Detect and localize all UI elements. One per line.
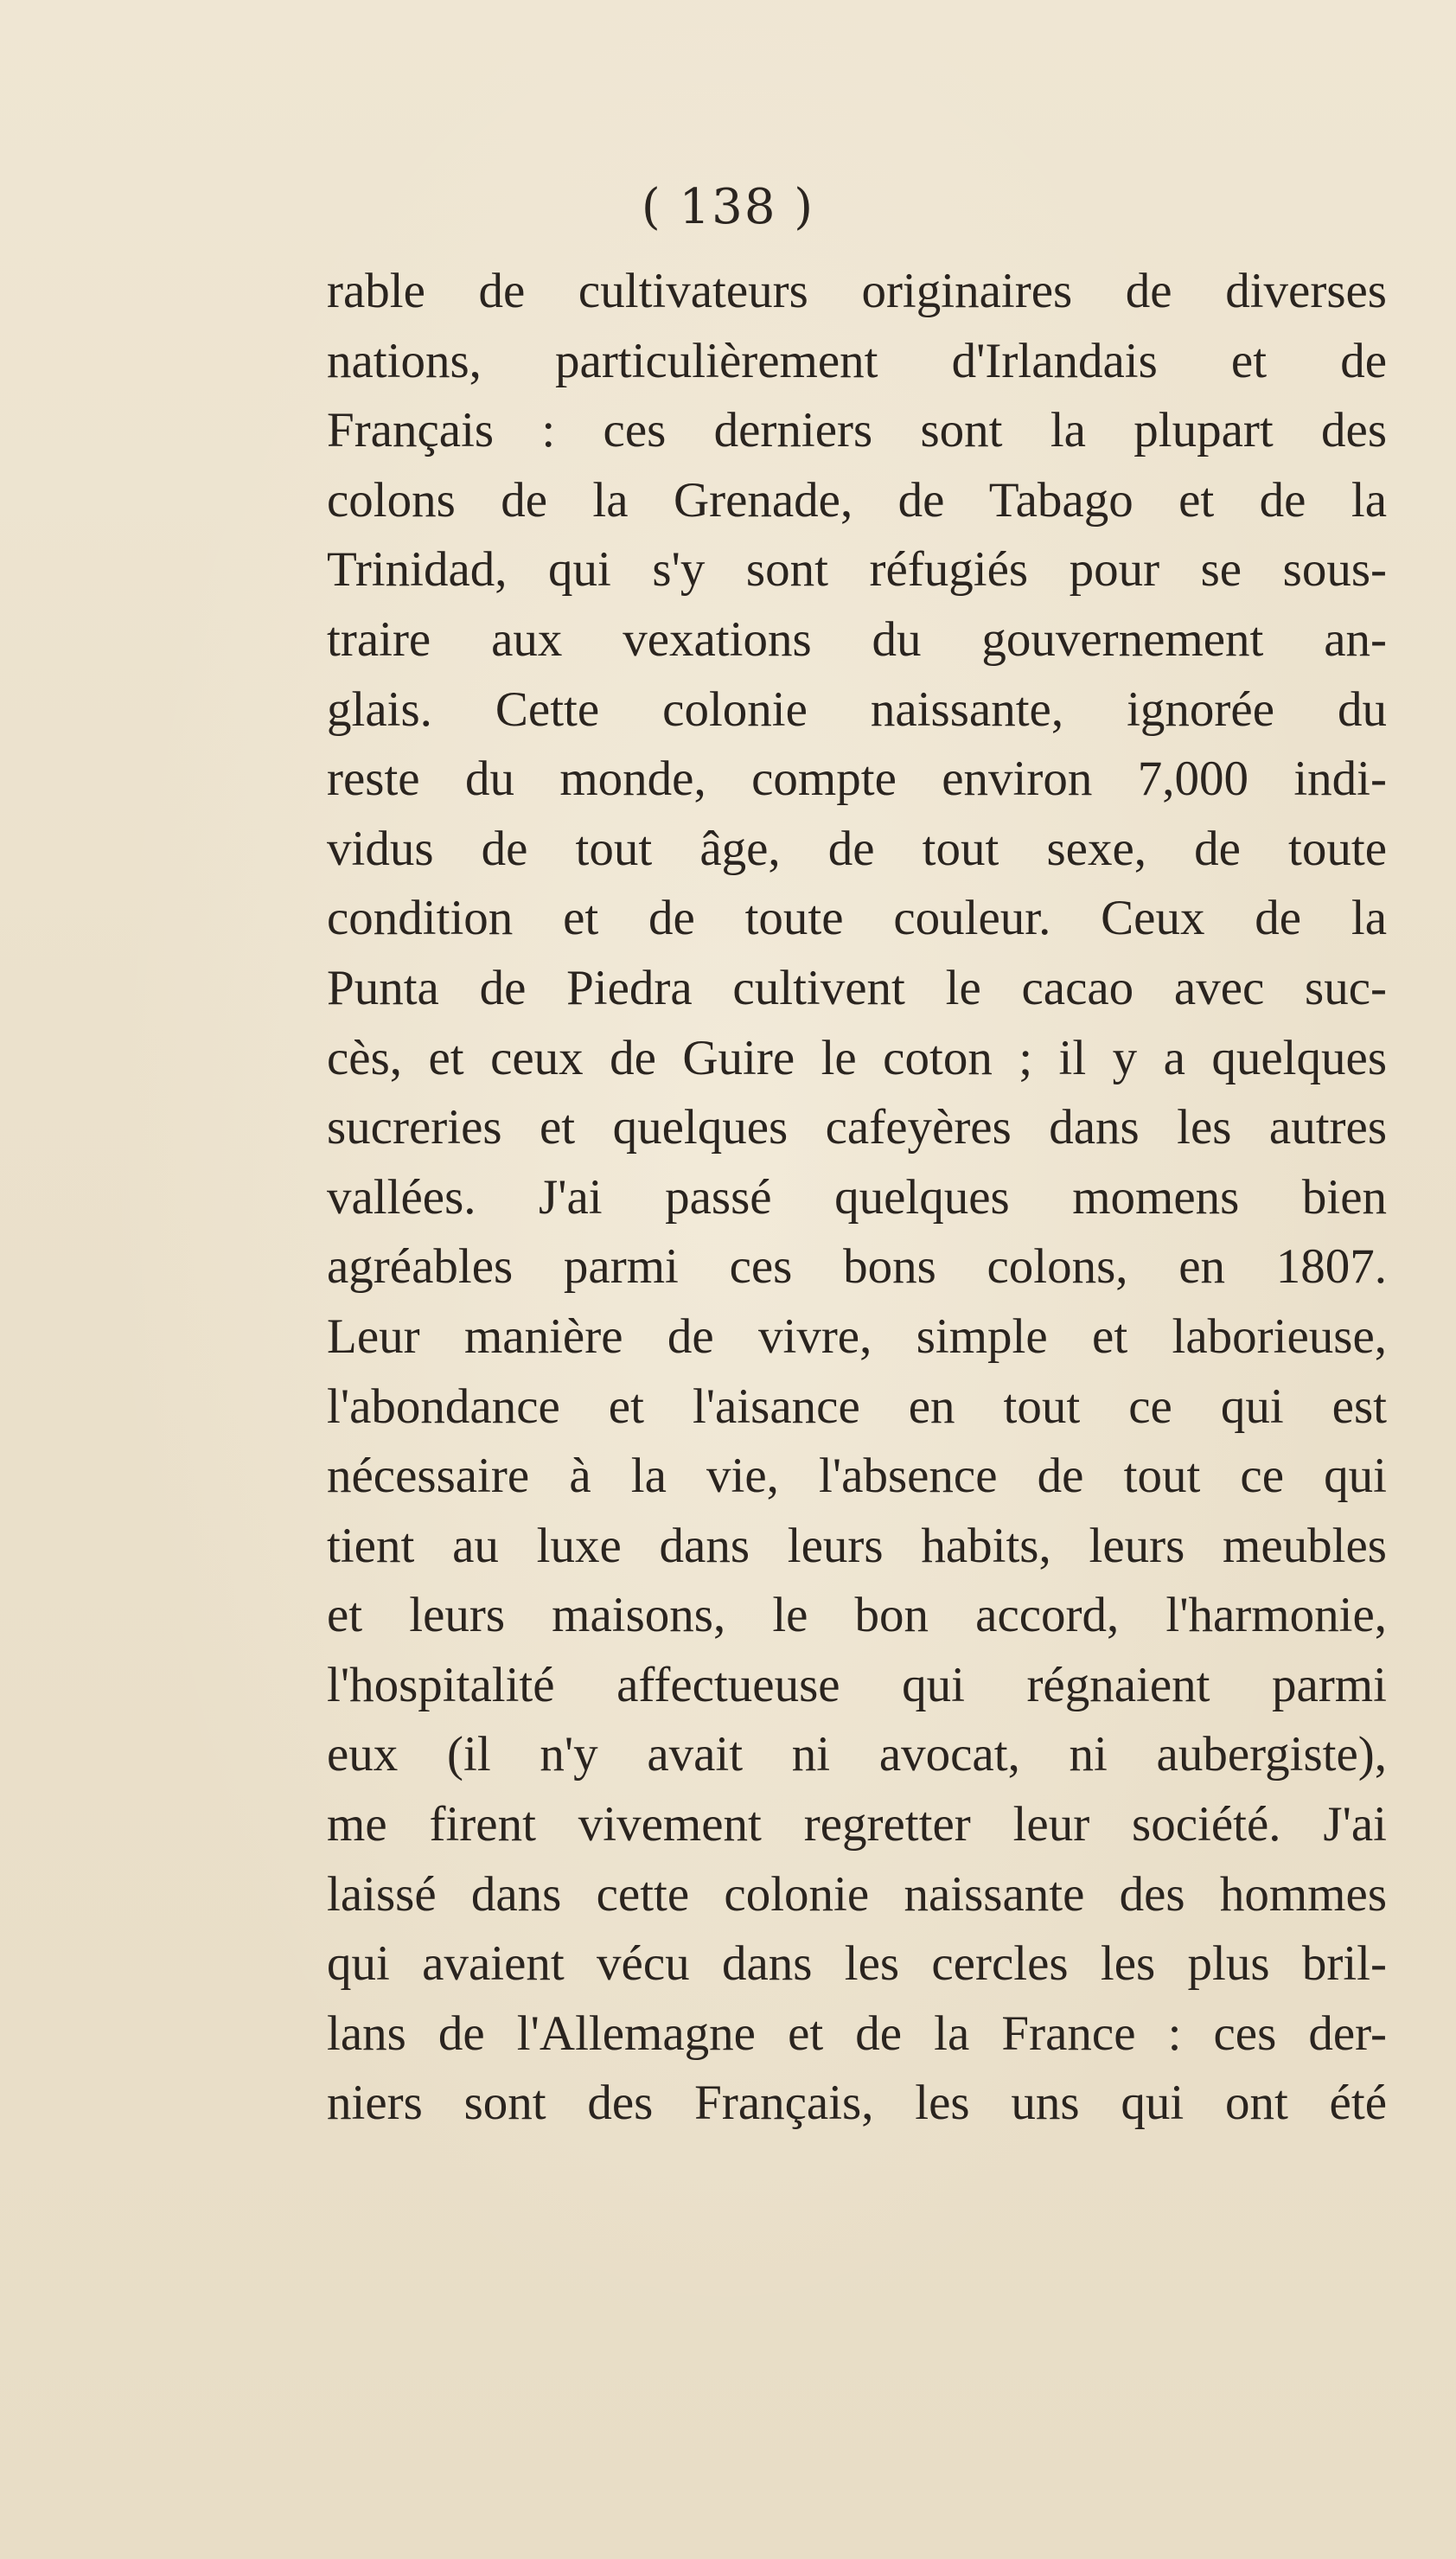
text-line: lans de l'Allemagne et de la France : ces der-: [327, 2006, 1387, 2061]
text-line: sucreries et quelques cafeyères dans les autres: [327, 1100, 1387, 1155]
text-line: l'hospitalité affectueuse qui régnaient parmi: [327, 1657, 1387, 1712]
text-line: Trinidad, qui s'y sont réfugiés pour se sous-: [327, 542, 1387, 598]
body-text: [327, 257, 1387, 2139]
text-line: vallées. J'ai passé quelques momens bien: [327, 1169, 1387, 1225]
text-line: condition et de toute couleur. Ceux de la: [327, 891, 1387, 946]
text-line: eux (il n'y avait ni avocat, ni aubergiste),: [327, 1727, 1387, 1782]
text-line: nécessaire à la vie, l'absence de tout ce qui: [327, 1449, 1387, 1504]
text-line: nations, particulièrement d'Irlandais et de: [327, 333, 1387, 388]
text-line: glais. Cette colonie naissante, ignorée du: [327, 681, 1387, 737]
text-line: cès, et ceux de Guire le coton ; il y a quelques: [327, 1030, 1387, 1085]
text-line: Punta de Piedra cultivent le cacao avec suc-: [327, 960, 1387, 1015]
text-line: me firent vivement regretter leur société. J'ai: [327, 1797, 1387, 1852]
text-line: laissé dans cette colonie naissante des hommes: [327, 1866, 1387, 1922]
text-line: et leurs maisons, le bon accord, l'harmonie,: [327, 1588, 1387, 1643]
text-line: reste du monde, compte environ 7,000 indi-: [327, 752, 1387, 807]
text-line: traire aux vexations du gouvernement an-: [327, 611, 1387, 667]
text-line: colons de la Grenade, de Tabago et de la: [327, 472, 1387, 528]
text-line: tient au luxe dans leurs habits, leurs meubles: [327, 1518, 1387, 1573]
text-line: niers sont des Français, les uns qui ont été: [327, 2076, 1387, 2131]
page-number: ( 138 ): [641, 179, 815, 235]
text-line: l'abondance et l'aisance en tout ce qui est: [327, 1379, 1387, 1434]
text-line: agréables parmi ces bons colons, en 1807.: [327, 1239, 1387, 1295]
text-line: Leur manière de vivre, simple et laborieuse,: [327, 1308, 1387, 1364]
text-line: vidus de tout âge, de tout sexe, de toute: [327, 821, 1387, 876]
text-line: rable de cultivateurs originaires de diverses: [327, 264, 1387, 318]
text-line: Français : ces derniers sont la plupart des: [327, 403, 1387, 458]
text-line: qui avaient vécu dans les cercles les plus bril-: [327, 1936, 1387, 1992]
